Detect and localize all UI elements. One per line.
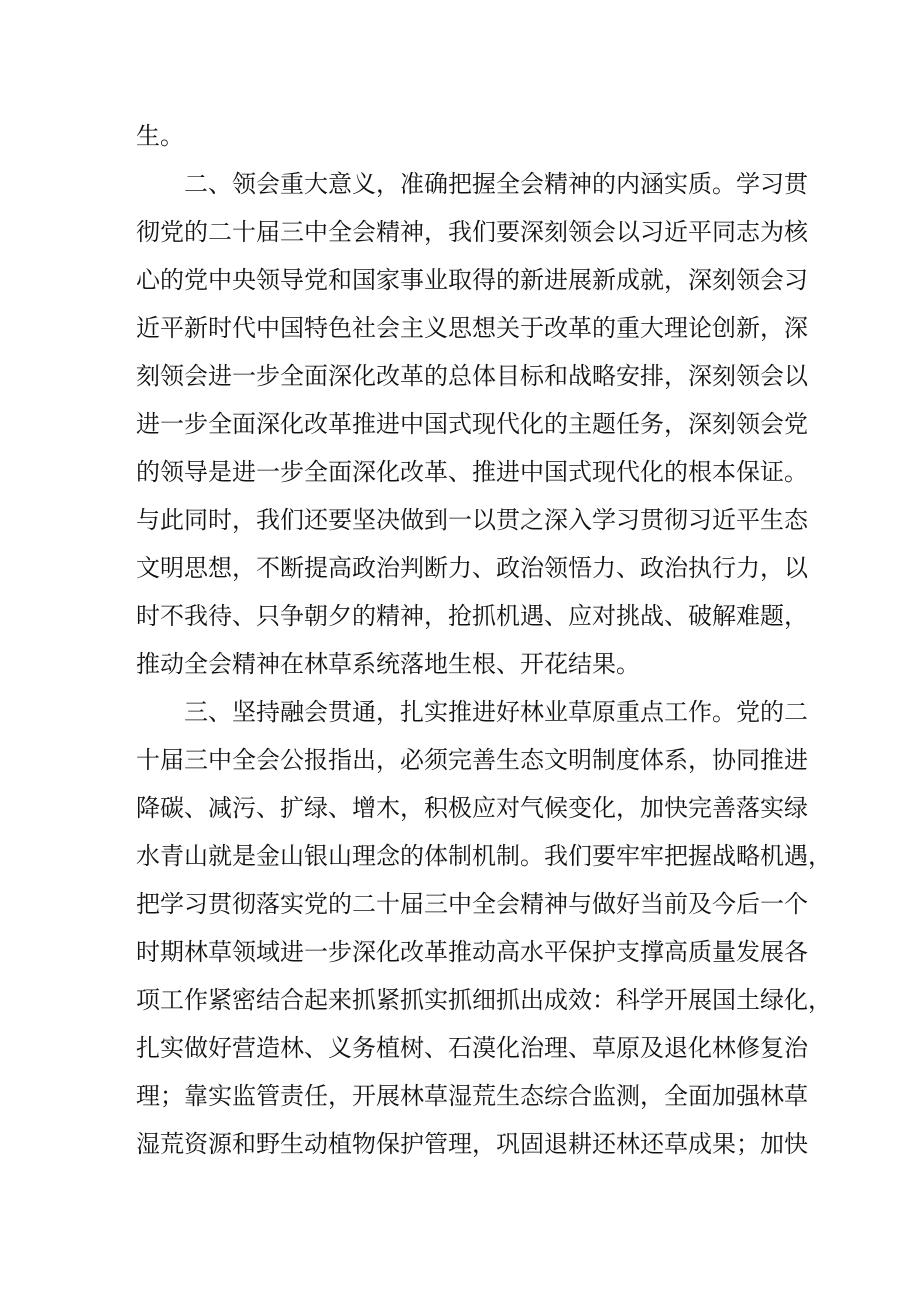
text-line: 近平新时代中国特色社会主义思想关于改革的重大理论创新，深 xyxy=(136,314,808,342)
text-line: 与此同时，我们还要坚决做到一以贯之深入学习贯彻习近平生态 xyxy=(136,506,808,534)
text-line: 把学习贯彻落实党的二十届三中全会精神与做好当前及今后一个 xyxy=(136,890,808,918)
text-line: 时不我待、只争朝夕的精神，抢抓机遇、应对挑战、破解难题， xyxy=(136,602,808,630)
text-line: 项工作紧密结合起来抓紧抓实抓细抓出成效：科学开展国土绿化， xyxy=(136,986,832,1014)
text-line: 水青山就是金山银山理念的体制机制。我们要牢牢把握战略机遇， xyxy=(136,842,832,870)
text-line: 推动全会精神在林草系统落地生根、开花结果。 xyxy=(136,650,640,678)
text-line: 湿荒资源和野生动植物保护管理，巩固退耕还林还草成果；加快 xyxy=(136,1130,808,1158)
text-line: 降碳、减污、扩绿、增木，积极应对气候变化，加快完善落实绿 xyxy=(136,794,808,822)
text-line: 彻党的二十届三中全会精神，我们要深刻领会以习近平同志为核 xyxy=(136,218,808,246)
text-line: 进一步全面深化改革推进中国式现代化的主题任务，深刻领会党 xyxy=(136,410,808,438)
text-line: 十届三中全会公报指出，必须完善生态文明制度体系，协同推进 xyxy=(136,746,808,774)
text-line: 文明思想，不断提高政治判断力、政治领悟力、政治执行力，以 xyxy=(136,554,808,582)
text-line: 生。 xyxy=(136,122,184,150)
paragraph-heading-line: 二、领会重大意义，准确把握全会精神的内涵实质。学习贯 xyxy=(184,170,808,198)
paragraph-heading-line: 三、坚持融会贯通，扎实推进好林业草原重点工作。党的二 xyxy=(184,698,808,726)
text-line: 扎实做好营造林、义务植树、石漠化治理、草原及退化林修复治 xyxy=(136,1034,808,1062)
text-line: 刻领会进一步全面深化改革的总体目标和战略安排，深刻领会以 xyxy=(136,362,808,390)
text-line: 理；靠实监管责任，开展林草湿荒生态综合监测，全面加强林草 xyxy=(136,1082,808,1110)
text-line: 时期林草领域进一步深化改革推动高水平保护支撑高质量发展各 xyxy=(136,938,808,966)
text-line: 心的党中央领导党和国家事业取得的新进展新成就，深刻领会习 xyxy=(136,266,808,294)
text-line: 的领导是进一步全面深化改革、推进中国式现代化的根本保证。 xyxy=(136,458,808,486)
